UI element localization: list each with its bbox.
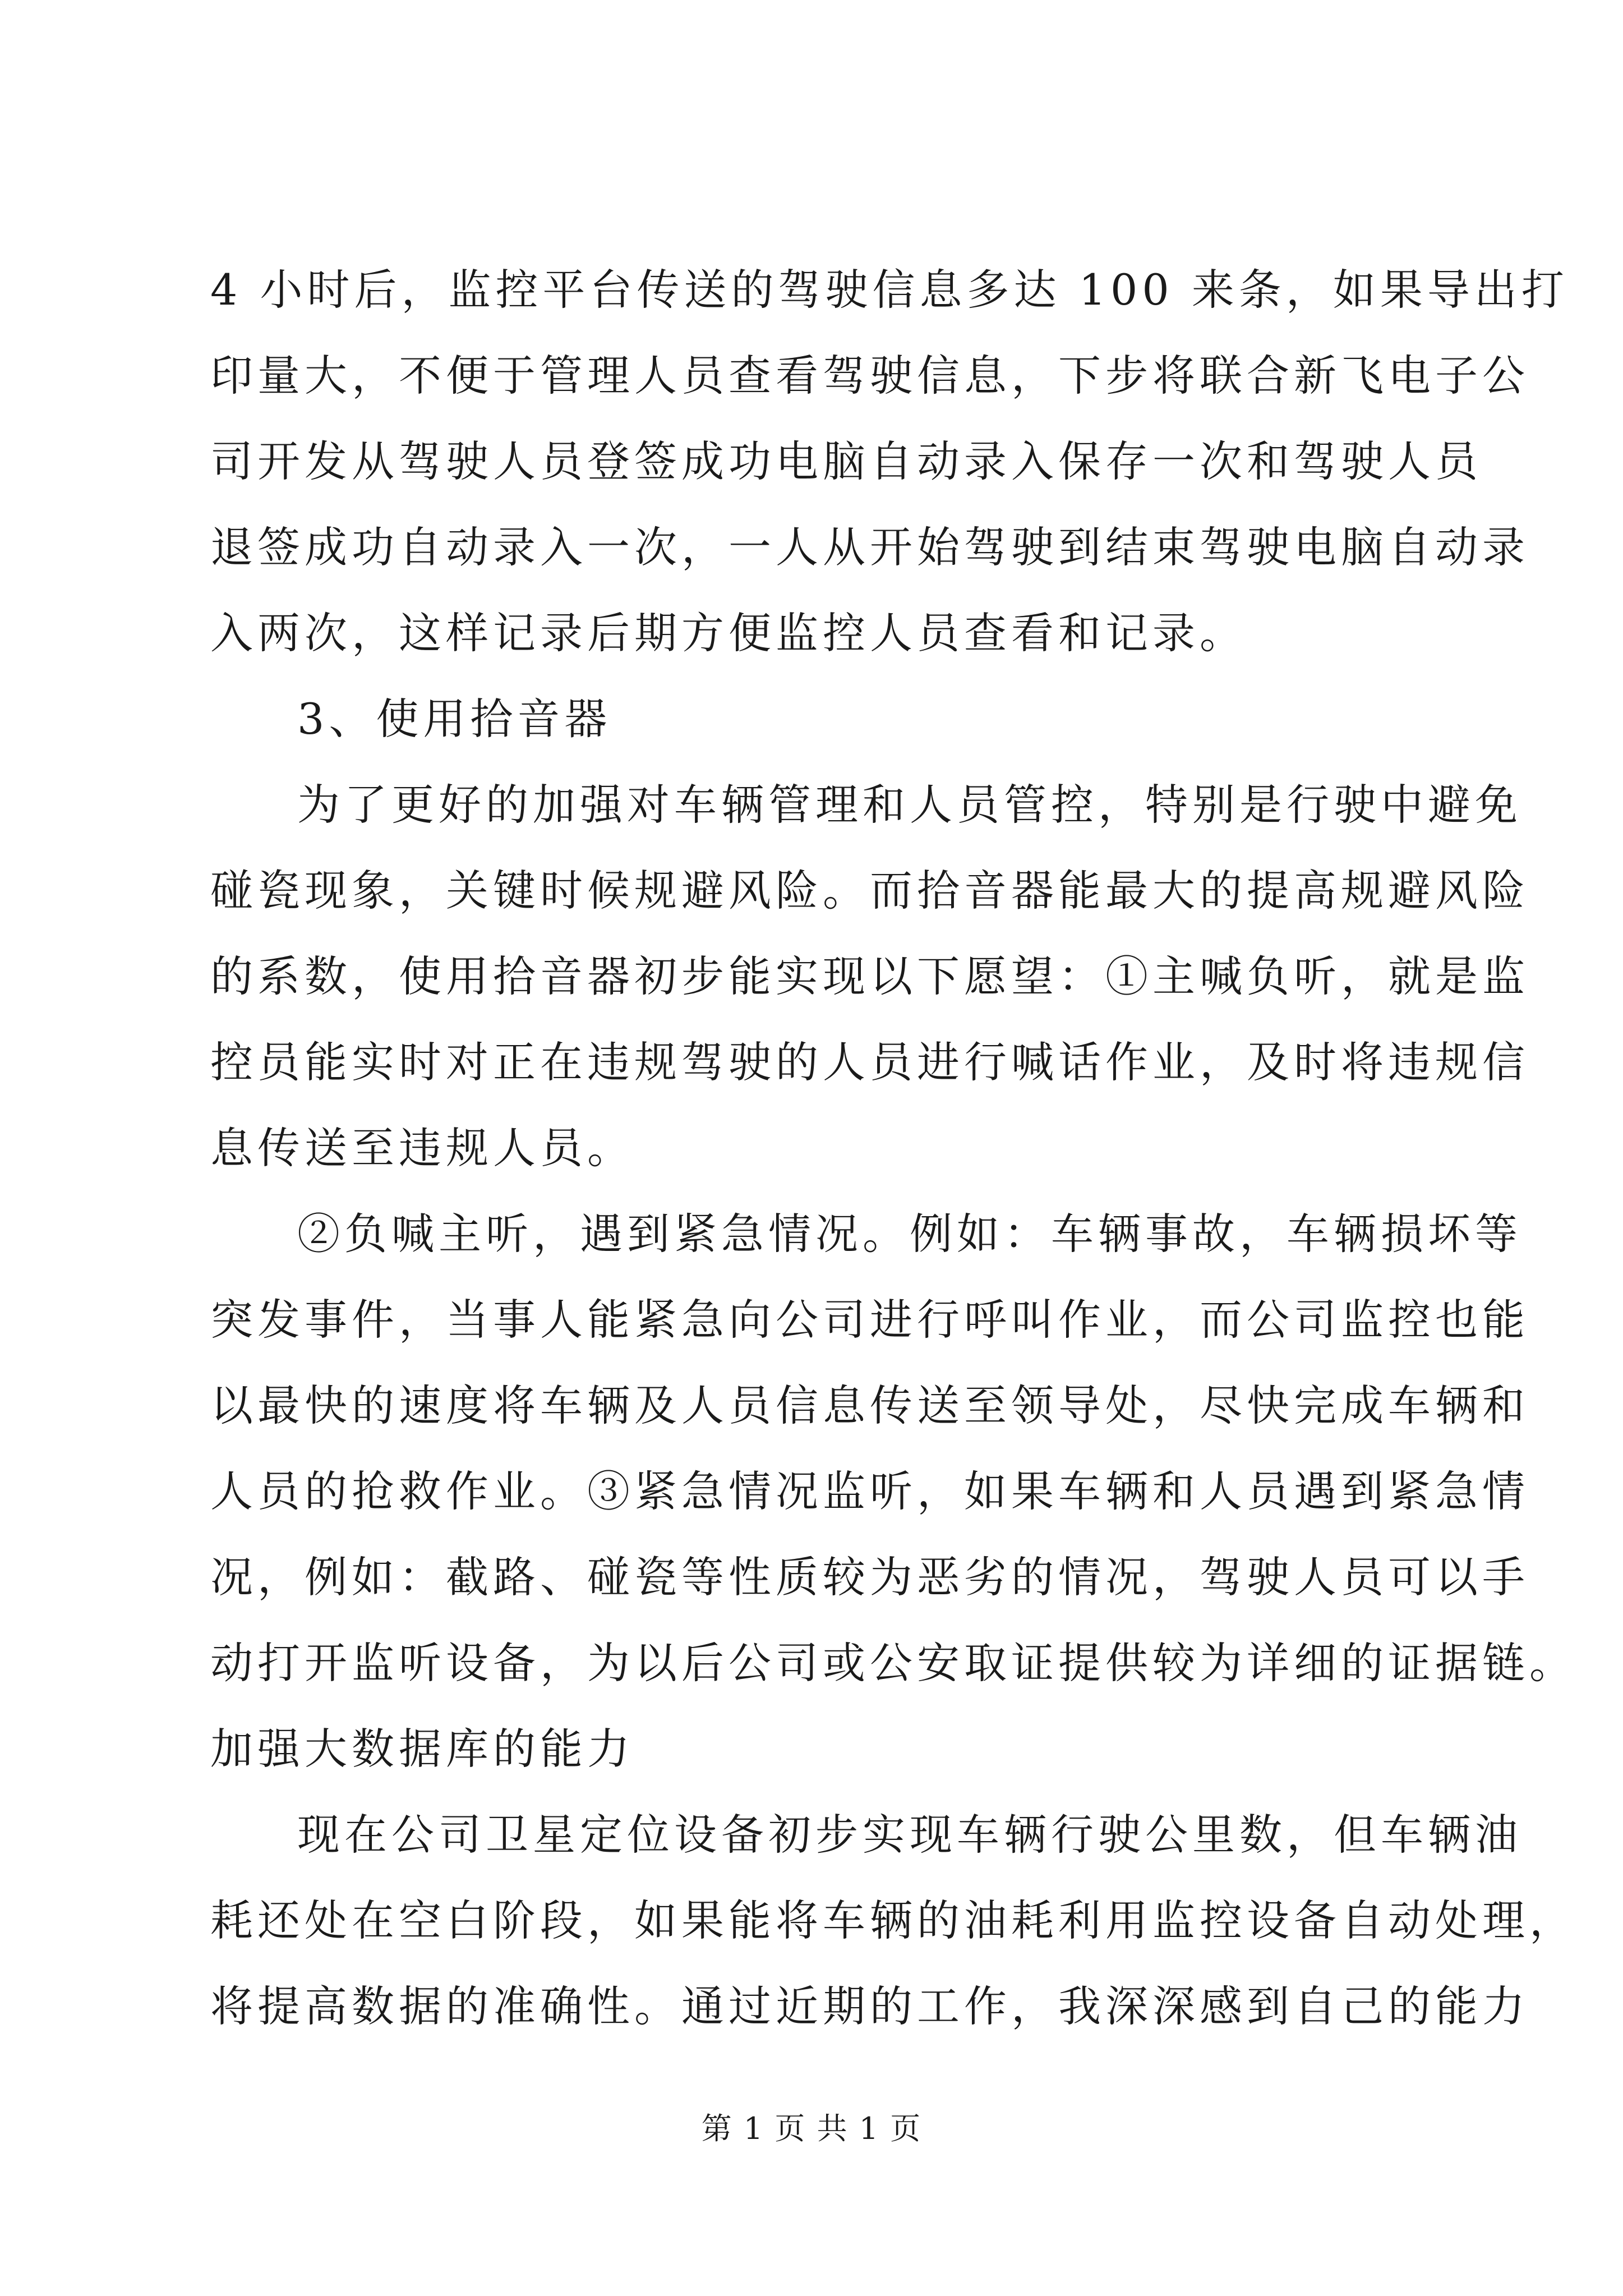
- section-heading: 加强大数据库的能力: [210, 1724, 634, 1774]
- text-line: 入两次，这样记录后期方便监控人员查看和记录。: [210, 608, 1247, 658]
- page-number: 第 1 页 共 1 页: [701, 2111, 922, 2146]
- text-line: 动打开监听设备，为以后公司或公安取证提供较为详细的证据链。: [210, 1638, 1576, 1688]
- text-line: 的系数，使用拾音器初步能实现以下愿望：①主喊负听，就是监: [210, 951, 1529, 1001]
- text-line: 控员能实时对正在违规驾驶的人员进行喊话作业，及时将违规信: [210, 1037, 1529, 1087]
- paragraph-start: 为了更好的加强对车辆管理和人员管控，特别是行驶中避免: [297, 780, 1522, 830]
- text-line: 况，例如：截路、碰瓷等性质较为恶劣的情况，驾驶人员可以手: [210, 1552, 1529, 1602]
- page-footer: [0, 2106, 1623, 2151]
- text-line: 耗还处在空白阶段，如果能将车辆的油耗利用监控设备自动处理，: [210, 1895, 1576, 1945]
- text-line: 以最快的速度将车辆及人员信息传送至领导处，尽快完成车辆和: [210, 1381, 1529, 1430]
- text-line: 印量大，不便于管理人员查看驾驶信息，下步将联合新飞电子公: [210, 351, 1529, 401]
- text-line: 4 小时后，监控平台传送的驾驶信息多达 100 来条，如果导出打: [210, 265, 1569, 315]
- paragraph-start: 现在公司卫星定位设备初步实现车辆行驶公里数，但车辆油: [297, 1810, 1522, 1860]
- text-line: 退签成功自动录入一次，一人从开始驾驶到结束驾驶电脑自动录: [210, 522, 1529, 572]
- document-body: [210, 247, 1576, 2049]
- text-line: 突发事件，当事人能紧急向公司进行呼叫作业，而公司监控也能: [210, 1295, 1529, 1345]
- text-line: 息传送至违规人员。: [210, 1123, 634, 1173]
- text-line: 司开发从驾驶人员登签成功电脑自动录入保存一次和驾驶人员: [210, 436, 1482, 486]
- text-line: 人员的抢救作业。③紧急情况监听，如果车辆和人员遇到紧急情: [210, 1466, 1529, 1516]
- paragraph-start: ②负喊主听，遇到紧急情况。例如：车辆事故，车辆损坏等: [297, 1209, 1522, 1259]
- text-line: 碰瓷现象，关键时候规避风险。而拾音器能最大的提高规避风险: [210, 866, 1529, 915]
- text-line: 将提高数据的准确性。通过近期的工作，我深深感到自己的能力: [210, 1981, 1529, 2031]
- section-heading: 3、使用拾音器: [297, 694, 612, 744]
